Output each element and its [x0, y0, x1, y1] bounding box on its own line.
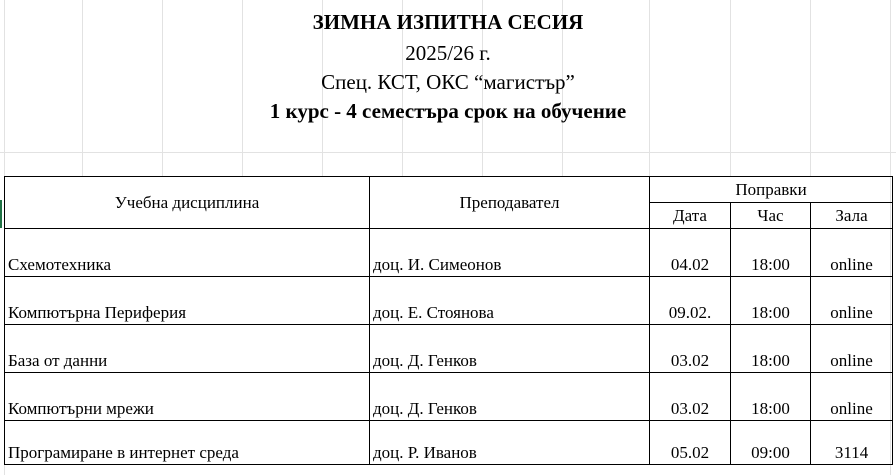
col-header-room[interactable]: Зала [811, 203, 893, 229]
col-header-teacher[interactable]: Преподавател [370, 177, 650, 229]
gridline [0, 152, 896, 153]
table-row [5, 421, 893, 465]
header-row [5, 177, 893, 203]
table-row [5, 229, 893, 277]
cell-time[interactable]: 09:00 [731, 421, 811, 465]
cell-room[interactable]: online [811, 373, 893, 421]
cell-date[interactable]: 03.02 [650, 325, 731, 373]
cell-teacher[interactable]: доц. Д. Генков [370, 373, 650, 421]
cell-teacher[interactable]: доц. Е. Стоянова [370, 277, 650, 325]
table-row [5, 325, 893, 373]
course-info: 1 курс - 4 семестъра срок на обучение [269, 99, 627, 123]
cell-subject[interactable]: Схемотехника [5, 229, 370, 277]
cell-room[interactable]: online [811, 277, 893, 325]
exam-schedule-table [4, 176, 893, 465]
cell-subject[interactable]: Програмиране в интернет среда [5, 421, 370, 465]
table-row [5, 277, 893, 325]
cell-time[interactable]: 18:00 [731, 373, 811, 421]
specialty: Спец. КСТ, ОКС “магистър” [321, 70, 575, 94]
cell-teacher[interactable]: доц. Д. Генков [370, 325, 650, 373]
cell-room[interactable]: online [811, 325, 893, 373]
cell-subject[interactable]: Компютърна Периферия [5, 277, 370, 325]
cell-subject[interactable]: База от данни [5, 325, 370, 373]
col-header-subject[interactable]: Учебна дисциплина [5, 177, 370, 229]
cell-date[interactable]: 03.02 [650, 373, 731, 421]
cell-room[interactable]: online [811, 229, 893, 277]
cell-teacher[interactable]: доц. И. Симеонов [370, 229, 650, 277]
table-row [5, 373, 893, 421]
title: ЗИМНА ИЗПИТНА СЕСИЯ [312, 10, 584, 34]
cell-time[interactable]: 18:00 [731, 325, 811, 373]
cell-date[interactable]: 05.02 [650, 421, 731, 465]
active-cell-marker [0, 200, 2, 228]
cell-subject[interactable]: Компютърни мрежи [5, 373, 370, 421]
col-header-time[interactable]: Час [731, 203, 811, 229]
academic-year: 2025/26 г. [405, 41, 491, 65]
cell-date[interactable]: 04.02 [650, 229, 731, 277]
col-header-group[interactable]: Поправки [650, 177, 893, 203]
col-header-date[interactable]: Дата [650, 203, 731, 229]
cell-time[interactable]: 18:00 [731, 277, 811, 325]
cell-room[interactable]: 3114 [811, 421, 893, 465]
cell-date[interactable]: 09.02. [650, 277, 731, 325]
cell-time[interactable]: 18:00 [731, 229, 811, 277]
cell-teacher[interactable]: доц. Р. Иванов [370, 421, 650, 465]
